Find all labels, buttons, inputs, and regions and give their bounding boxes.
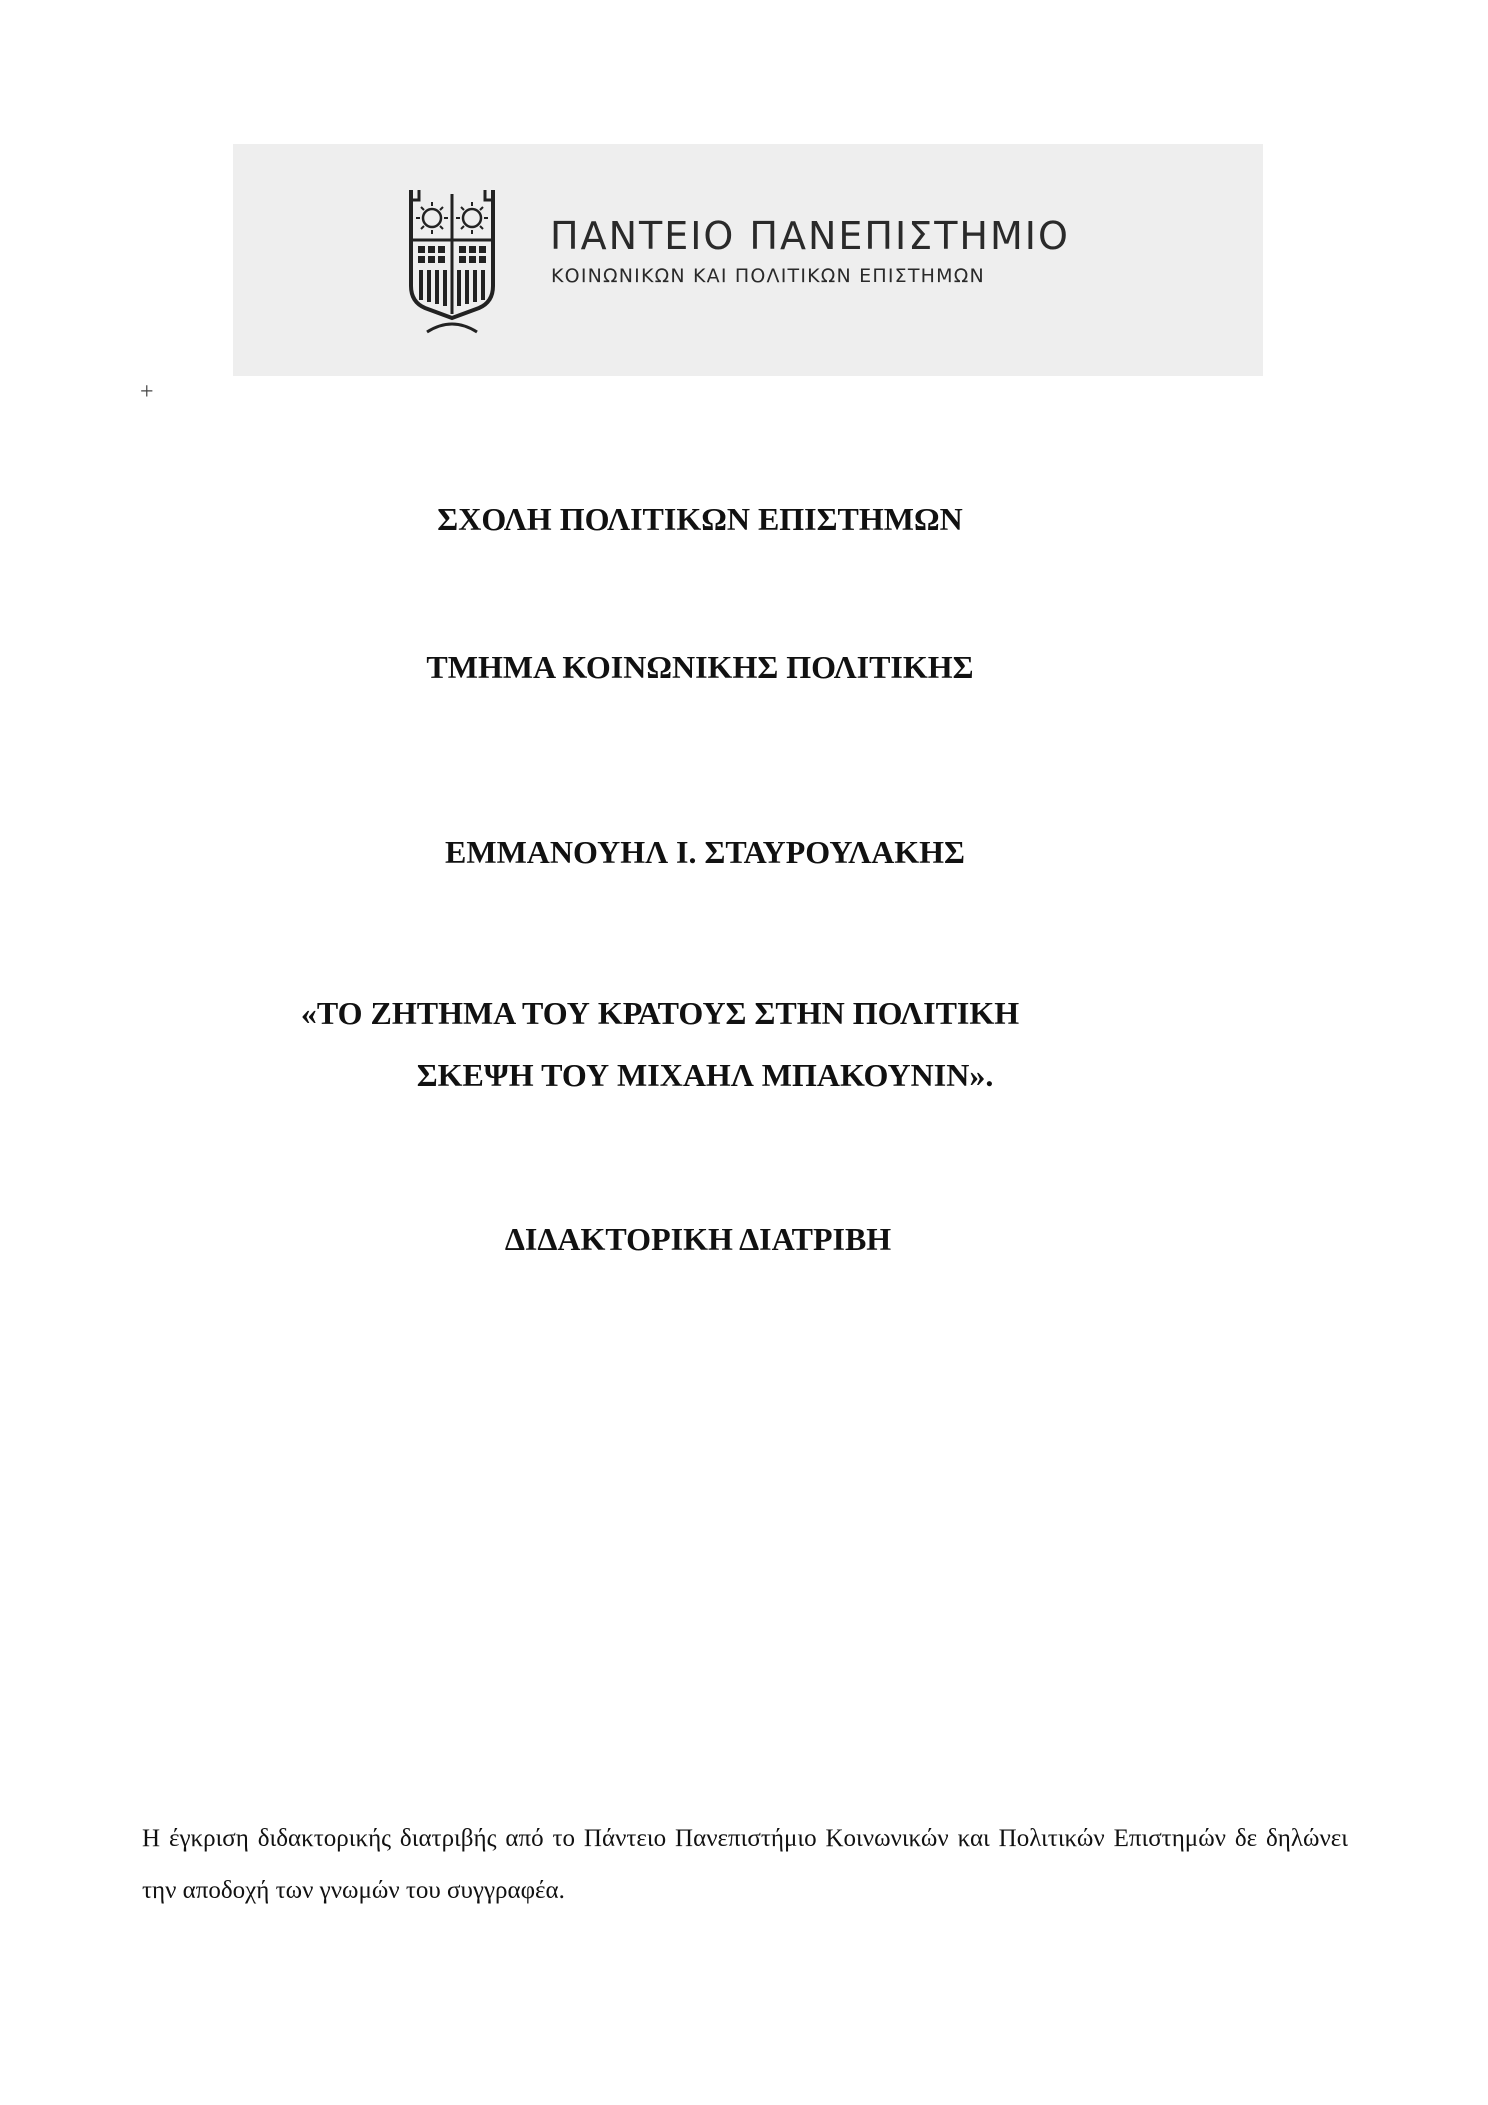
department-heading: ΤΜΗΜΑ ΚΟΙΝΩΝΙΚΗΣ ΠΟΛΙΤΙΚΗΣ — [426, 649, 974, 685]
thesis-title-line-1: «ΤΟ ΖΗΤΗΜΑ ΤΟΥ ΚΡΑΤΟΥΣ ΣΤΗΝ ΠΟΛΙΤΙΚΗ — [300, 995, 1020, 1031]
plus-marker: + — [140, 379, 154, 405]
school-heading: ΣΧΟΛΗ ΠΟΛΙΤΙΚΩΝ ΕΠΙΣΤΗΜΩΝ — [437, 501, 963, 537]
document-type-heading: ΔΙΔΑΚΤΟΡΙΚΗ ΔΙΑΤΡΙΒΗ — [504, 1221, 892, 1257]
thesis-title-line-2: ΣΚΕΨΗ ΤΟΥ ΜΙΧΑΗΛ ΜΠΑΚΟΥΝΙΝ». — [416, 1057, 994, 1093]
disclaimer-paragraph: Η έγκριση διδακτορικής διατριβής από το Πάντειο Πανεπιστήμιο Κοινωνικών και Πολιτικών Επιστημών δε δηλώνει την αποδοχή των γνωμών του συγγραφέα. — [142, 1825, 1348, 1904]
university-logo-banner — [233, 144, 1263, 376]
university-subtitle: ΚΟΙΝΩΝΙΚΩΝ ΚΑΙ ΠΟΛΙΤΙΚΩΝ ΕΠΙΣΤΗΜΩΝ — [551, 265, 985, 287]
university-name: ΠΑΝΤΕΙΟ ΠΑΝΕΠΙΣΤΗΜΙΟ — [550, 214, 1070, 258]
author-name: ΕΜΜΑΝΟΥΗΛ Ι. ΣΤΑΥΡΟΥΛΑΚΗΣ — [445, 834, 965, 870]
university-seal-icon — [405, 186, 499, 334]
